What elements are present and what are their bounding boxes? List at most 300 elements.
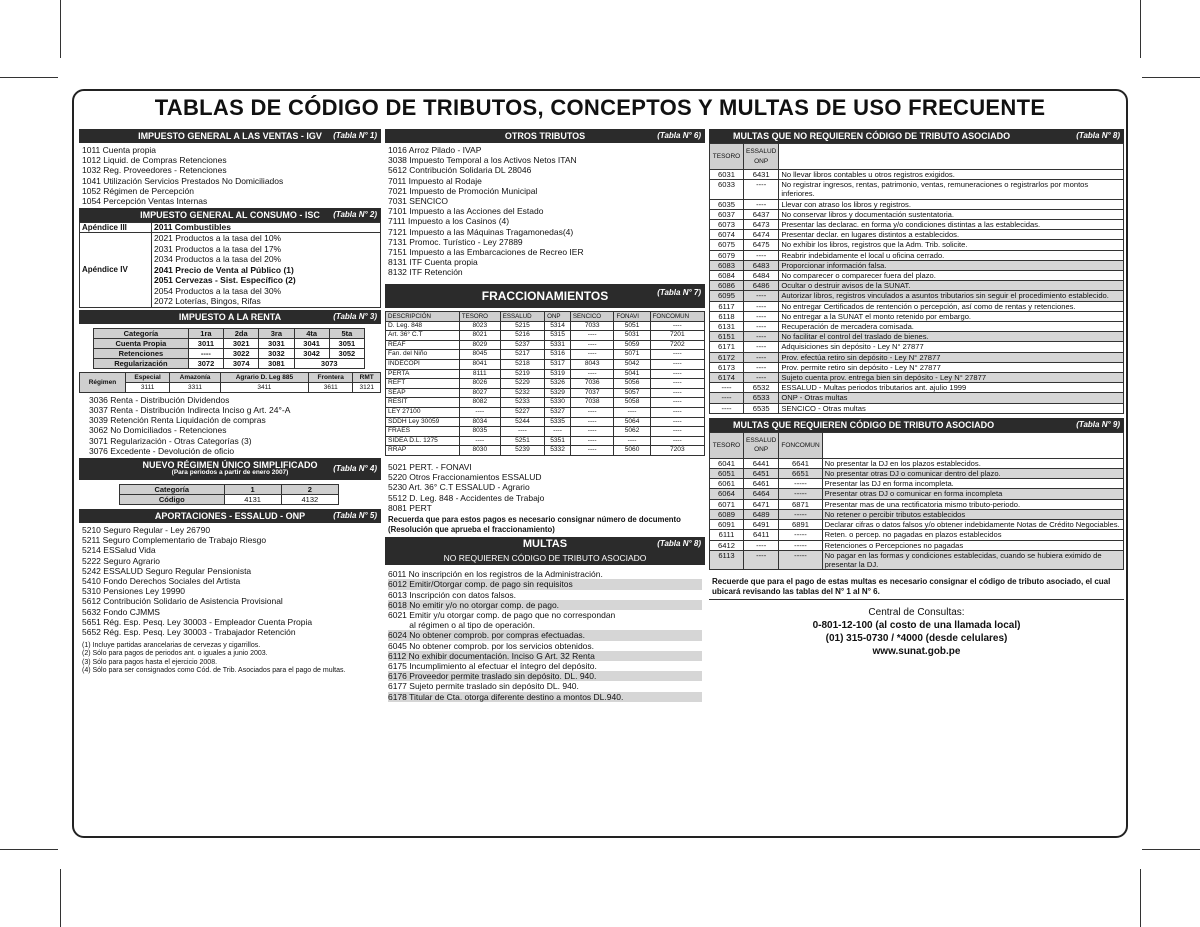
cell: 6891 xyxy=(779,520,822,530)
cell: ----- xyxy=(779,479,822,489)
cell: 5227 xyxy=(500,407,544,417)
cell: Retenciones xyxy=(94,348,189,358)
list-item: 6011 No inscripción en los registros de la Administración. xyxy=(388,569,603,580)
cell: 3411 xyxy=(220,382,308,392)
cell: Presentar mas de una rectificatoria mismo tributo-periodo. xyxy=(822,499,1123,509)
cell: 8111 xyxy=(459,369,500,379)
cell: 6464 xyxy=(744,489,779,499)
cell: ESSALUD ONP xyxy=(744,144,779,170)
table-row xyxy=(710,332,1124,342)
footnote: (1) Incluye partidas arancelarias de cervezas y cigarrillos. xyxy=(82,642,261,650)
mnr-section xyxy=(709,129,1124,414)
list-item: 5220 Otros Fraccionamientos ESSALUD xyxy=(388,472,542,483)
renta-list xyxy=(79,393,381,458)
isc-section xyxy=(79,208,381,308)
cell: ---- xyxy=(570,340,614,350)
list-item: 7031 SENCICO xyxy=(388,196,448,207)
table-row xyxy=(386,427,705,437)
cell: 8026 xyxy=(459,379,500,389)
cell: ---- xyxy=(710,393,744,403)
cell: 6411 xyxy=(744,530,779,540)
cell: 8045 xyxy=(459,350,500,360)
cell: ----- xyxy=(779,530,822,540)
cell: 5315 xyxy=(545,331,571,341)
cell: 3121 xyxy=(353,382,381,392)
cell: 5216 xyxy=(500,331,544,341)
table-row xyxy=(386,398,705,408)
cell: FONCOMUN xyxy=(650,311,704,321)
cell: 3081 xyxy=(259,358,294,368)
cell: SIDEA D.L. 1275 xyxy=(386,436,460,446)
isc-tag: (Tabla N° 2) xyxy=(333,210,377,220)
cell: 7203 xyxy=(650,446,704,456)
cell: No conservar libros y documentación sustentatoria. xyxy=(779,209,1124,219)
isc-ap3v: 2011 Combustibles xyxy=(152,223,381,233)
cell: 7036 xyxy=(570,379,614,389)
list-item: 5651 Rég. Esp. Pesq. Ley 30003 - Empleador Cuenta Propia xyxy=(82,616,313,627)
igv-title: IMPUESTO GENERAL A LAS VENTAS - IGV xyxy=(138,131,322,141)
cell: 5319 xyxy=(545,369,571,379)
column-right xyxy=(709,129,1124,832)
mnr-table xyxy=(709,143,1124,414)
cell: LEY 27100 xyxy=(386,407,460,417)
cell: 6412 xyxy=(710,540,744,550)
cell: 8041 xyxy=(459,360,500,370)
list-item: 7011 Impuesto al Rodaje xyxy=(388,175,482,186)
cell: ESSALUD xyxy=(500,311,544,321)
list-item: 3039 Retención Renta Liquidación de compras xyxy=(89,415,266,426)
list-item: 1011 Cuenta propia xyxy=(82,145,157,155)
list-item: 7111 Impuesto a los Casinos (4) xyxy=(388,216,510,227)
cell: 5329 xyxy=(545,388,571,398)
cell: 6074 xyxy=(710,230,744,240)
cell: 3021 xyxy=(224,338,259,348)
cell: Regularización xyxy=(94,358,189,368)
otros-list xyxy=(385,143,705,280)
cell: 5317 xyxy=(545,360,571,370)
cell: 3042 xyxy=(294,348,329,358)
fracc-header xyxy=(385,284,705,308)
isc-ap3: Apéndice III xyxy=(80,223,152,233)
fracc-section xyxy=(385,284,705,538)
cell: 6033 xyxy=(710,180,744,199)
cell: 3051 xyxy=(329,338,364,348)
renta-tag: (Tabla N° 3) xyxy=(333,311,377,321)
cell: ---- xyxy=(744,352,779,362)
mr-header xyxy=(709,418,1124,432)
cell xyxy=(822,432,1123,458)
list-item: 5612 Contribución Solidaria DL 28046 xyxy=(388,165,532,176)
cell: 5332 xyxy=(545,446,571,456)
cell: FONCOMUN xyxy=(779,432,822,458)
cell: Ocultar o destruir avisos de la SUNAT. xyxy=(779,281,1124,291)
cell: Prov. efectúa retiro sin depósito - Ley N° 27877 xyxy=(779,352,1124,362)
mnr-header xyxy=(709,129,1124,143)
cell: 3311 xyxy=(170,382,220,392)
cell: FONAVI xyxy=(614,311,650,321)
list-item: 5652 Rég. Esp. Pesq. Ley 30003 - Trabajador Retención xyxy=(82,626,296,637)
footnotes xyxy=(79,639,381,678)
cell: ---- xyxy=(744,322,779,332)
list-item: 8081 PERT xyxy=(388,502,432,513)
list-item: 5021 PERT. - FONAVI xyxy=(388,461,472,472)
cell: 5316 xyxy=(545,350,571,360)
cell: RESIT xyxy=(386,398,460,408)
cell: TESORO xyxy=(710,144,744,170)
table-header xyxy=(710,432,1124,458)
isc-ap4: Apéndice IV xyxy=(80,233,152,308)
list-item: 1054 Percepción Ventas Internas xyxy=(82,196,208,207)
cell: 5057 xyxy=(614,388,650,398)
table-row xyxy=(710,509,1124,519)
cell: 6483 xyxy=(744,260,779,270)
crop-mark xyxy=(60,869,61,927)
cell: Proporcionar información falsa. xyxy=(779,260,1124,270)
cell: 4ta xyxy=(294,328,329,338)
cell: SDDH Ley 30059 xyxy=(386,417,460,427)
table-row xyxy=(386,417,705,427)
cell: Especial xyxy=(125,372,169,382)
table-row xyxy=(710,550,1124,569)
cell: ---- xyxy=(650,321,704,331)
cell: 4131 xyxy=(224,494,281,504)
list-item: 6177 Sujeto permite traslado sin depósito DL. 940. xyxy=(388,681,579,692)
cell: Llevar con atraso los libros y registros. xyxy=(779,199,1124,209)
cell: ---- xyxy=(744,550,779,569)
cell: Presentar las DJ en forma incompleta. xyxy=(822,479,1123,489)
nrus-table xyxy=(119,484,339,505)
cell: ---- xyxy=(744,291,779,301)
cell: RMT xyxy=(353,372,381,382)
crop-mark xyxy=(0,849,58,850)
cell: ---- xyxy=(545,427,571,437)
cell: 5056 xyxy=(614,379,650,389)
cell: Adquisiciones sin depósito - Ley N° 27877 xyxy=(779,342,1124,352)
nrus-title: NUEVO RÉGIMEN ÚNICO SIMPLIFICADO xyxy=(142,459,318,470)
cell: ---- xyxy=(650,369,704,379)
table-row xyxy=(386,350,705,360)
aport-list xyxy=(79,523,381,639)
cell: 6474 xyxy=(744,230,779,240)
crop-mark xyxy=(1140,869,1141,927)
cell: D. Leg. 848 xyxy=(386,321,460,331)
cell: ---- xyxy=(650,407,704,417)
cell: 3074 xyxy=(224,358,259,368)
cell: 3022 xyxy=(224,348,259,358)
cell xyxy=(779,144,1124,170)
mr-table xyxy=(709,432,1124,570)
cell: ---- xyxy=(570,331,614,341)
cell: 5ta xyxy=(329,328,364,338)
cell: ---- xyxy=(570,436,614,446)
cell: 6086 xyxy=(710,281,744,291)
cell: ---- xyxy=(650,398,704,408)
table-row xyxy=(710,220,1124,230)
cell: 5071 xyxy=(614,350,650,360)
list-item: 6018 No emitir y/o no otorgar comp. de pago. xyxy=(388,600,702,610)
cell: 6461 xyxy=(744,479,779,489)
cell: 5244 xyxy=(500,417,544,427)
list-item: 7021 Impuesto de Promoción Municipal xyxy=(388,185,538,196)
cell: 5051 xyxy=(614,321,650,331)
crop-mark xyxy=(60,0,61,58)
fracc-list xyxy=(385,460,705,515)
cell: 3041 xyxy=(294,338,329,348)
cell: ---- xyxy=(650,417,704,427)
consult-phone: 0-801-12-100 (al costo de una llamada local) xyxy=(812,620,1021,632)
multas-tag: (Tabla N° 8) xyxy=(657,539,701,549)
table-header xyxy=(710,144,1124,170)
cell: ---- xyxy=(570,427,614,437)
cell: 6051 xyxy=(710,469,744,479)
cell: Sujeto cuenta prov. entrega bien sin depósito - Ley N° 27877 xyxy=(779,373,1124,383)
cell: 6491 xyxy=(744,520,779,530)
crop-mark xyxy=(0,77,58,78)
cell: 6084 xyxy=(710,271,744,281)
cell: 3011 xyxy=(188,338,223,348)
cell: 6091 xyxy=(710,520,744,530)
table-row xyxy=(710,469,1124,479)
table-row xyxy=(710,458,1124,468)
aport-section xyxy=(79,509,381,678)
aport-title: APORTACIONES - ESSALUD - ONP xyxy=(154,510,306,521)
otros-header xyxy=(385,129,705,143)
list-item: 1041 Utilización Servicios Prestados No Domiciliados xyxy=(82,175,284,186)
table-row xyxy=(710,271,1124,281)
cell: 3111 xyxy=(125,382,169,392)
cell: TESORO xyxy=(710,432,744,458)
table-row xyxy=(710,250,1124,260)
cell: ---- xyxy=(650,427,704,437)
cell: INDECOPI xyxy=(386,360,460,370)
isc-header xyxy=(79,208,381,222)
table-header xyxy=(386,311,705,321)
document-frame xyxy=(72,89,1128,838)
list-item: 1052 Régimen de Percepción xyxy=(82,185,194,196)
cell: 6441 xyxy=(744,458,779,468)
cell: REFT xyxy=(386,379,460,389)
cell: 3ra xyxy=(259,328,294,338)
cell: PERTA xyxy=(386,369,460,379)
table-row xyxy=(710,311,1124,321)
cell: 7202 xyxy=(650,340,704,350)
list-item: 5242 ESSALUD Seguro Regular Pensionista xyxy=(82,565,252,576)
cell: 5042 xyxy=(614,360,650,370)
table-row xyxy=(710,479,1124,489)
nrus-section xyxy=(79,458,381,505)
table-row xyxy=(710,209,1124,219)
cell: ---- xyxy=(459,407,500,417)
cell: 5314 xyxy=(545,321,571,331)
cell: ----- xyxy=(779,540,822,550)
cell: No exhibir los libros, registros que la Adm. Trib. solicite. xyxy=(779,240,1124,250)
cell: Agrario D. Leg 885 xyxy=(220,372,308,382)
cell: 8030 xyxy=(459,446,500,456)
cell: Régimen xyxy=(80,372,126,392)
cell: Código xyxy=(120,494,225,504)
cell: 7033 xyxy=(570,321,614,331)
cell: ---- xyxy=(744,301,779,311)
table-row xyxy=(710,291,1124,301)
table-row xyxy=(710,199,1124,209)
cell: ESSALUD ONP xyxy=(744,432,779,458)
cell: 6641 xyxy=(779,458,822,468)
cell: ONP xyxy=(545,311,571,321)
cell: Recuperación de mercadera comisada. xyxy=(779,322,1124,332)
consult-mobile: (01) 315-0730 / *4000 (desde celulares) xyxy=(825,633,1008,645)
list-item: 7131 Promoc. Turístico - Ley 27889 xyxy=(388,236,523,247)
cell: 6031 xyxy=(710,170,744,180)
cell: 6437 xyxy=(744,209,779,219)
cell: No pagar en las formas y condiciones establecidas, cuando se hubiera eximido de presentar la DJ. xyxy=(822,550,1123,569)
cell: ---- xyxy=(744,311,779,321)
list-item: 2041 Precio de Venta al Público (1) xyxy=(154,264,294,275)
multas-header xyxy=(385,537,705,551)
cell: 5251 xyxy=(500,436,544,446)
list-item: 2021 Productos a la tasa del 10% xyxy=(154,233,282,244)
cell: FRAES xyxy=(386,427,460,437)
list-item: 1012 Liquid. de Compras Retenciones xyxy=(82,155,227,166)
list-item: 5410 Fondo Derechos Sociales del Artista xyxy=(82,575,241,586)
cell: No presentar otras DJ o comunicar dentro del plazo. xyxy=(822,469,1123,479)
cell: 6471 xyxy=(744,499,779,509)
fracc-note: Recuerda que para estos pagos es necesario consignar número de documento (Resolución que aprueba el fraccionamiento) xyxy=(388,514,681,534)
cell: ---- xyxy=(614,436,650,446)
table-row xyxy=(710,301,1124,311)
isc-title: IMPUESTO GENERAL AL CONSUMO - ISC xyxy=(140,210,320,221)
cell: 5331 xyxy=(545,340,571,350)
cell: 6151 xyxy=(710,332,744,342)
cell: Categoría xyxy=(94,328,189,338)
cell: 6484 xyxy=(744,271,779,281)
cell: No llevar libros contables u otros registros exigidos. xyxy=(779,170,1124,180)
cell: TESORO xyxy=(459,311,500,321)
list-item: 5222 Seguro Agrario xyxy=(82,555,160,566)
cell: 2da xyxy=(224,328,259,338)
cell: SEAP xyxy=(386,388,460,398)
cell: 6473 xyxy=(744,220,779,230)
list-item: 6112 No exhibir documentación. Inciso G Art. 32 Renta xyxy=(388,651,702,661)
cell: Fan. del Niño xyxy=(386,350,460,360)
list-item: 5230 Art. 36° C.T ESSALUD - Agrario xyxy=(388,482,530,493)
cell: 5031 xyxy=(614,331,650,341)
crop-mark xyxy=(1142,77,1200,78)
multas-section xyxy=(385,537,705,704)
list-item: 8132 ITF Retención xyxy=(388,267,463,278)
list-item: 3071 Regularización - Otras Categorías (3) xyxy=(89,435,252,446)
fracc-body xyxy=(386,321,705,455)
cell: ---- xyxy=(744,199,779,209)
cell: ---- xyxy=(570,369,614,379)
list-item: 6175 Incumplimiento al efectuar el íntegro del depósito. xyxy=(388,660,597,671)
cell: 5327 xyxy=(545,407,571,417)
table-row xyxy=(710,230,1124,240)
table-row xyxy=(386,388,705,398)
cell: ---- xyxy=(500,427,544,437)
cell: Retenciones o Percepciones no pagadas xyxy=(822,540,1123,550)
cell: 6174 xyxy=(710,373,744,383)
cell: ---- xyxy=(744,250,779,260)
cell: ---- xyxy=(614,407,650,417)
cell: Reabrir indebidamente el local u oficina cerrado. xyxy=(779,250,1124,260)
list-item: 2031 Productos a la tasa del 17% xyxy=(154,243,282,254)
nrus-sub: (Para periodos a partir de enero 2007) xyxy=(171,468,289,476)
igv-list xyxy=(79,143,381,208)
cell: 6171 xyxy=(710,342,744,352)
cell: 6113 xyxy=(710,550,744,569)
cell: 3032 xyxy=(259,348,294,358)
cell: 3073 xyxy=(294,358,364,368)
cell: 5330 xyxy=(545,398,571,408)
crop-mark xyxy=(1140,0,1141,58)
list-item: 5512 D. Leg. 848 - Accidentes de Trabajo xyxy=(388,492,545,503)
cell: 6489 xyxy=(744,509,779,519)
cell: ---- xyxy=(744,180,779,199)
table-row xyxy=(710,489,1124,499)
table-row xyxy=(386,379,705,389)
cell: 5215 xyxy=(500,321,544,331)
cell: No retener o percibir tributos establecidos xyxy=(822,509,1123,519)
mr-title: MULTAS QUE REQUIEREN CÓDIGO DE TRIBUTO ASOCIADO xyxy=(733,419,995,430)
cell: ---- xyxy=(570,446,614,456)
list-item: 3076 Excedente - Devolución de oficio xyxy=(89,445,235,456)
cell: ---- xyxy=(744,342,779,352)
cell: 5058 xyxy=(614,398,650,408)
cell: ----- xyxy=(779,509,822,519)
multas-title: MULTAS xyxy=(522,538,568,551)
table-row xyxy=(386,321,705,331)
cell: Presentar otras DJ o comunicar en forma incompleta xyxy=(822,489,1123,499)
list-item: 6045 No obtener comprob. por los servicios obtenidos. xyxy=(388,640,595,651)
fracc-table xyxy=(385,311,705,456)
mr-section xyxy=(709,418,1124,658)
cell: 5326 xyxy=(545,379,571,389)
table-row xyxy=(386,446,705,456)
isc-table xyxy=(79,222,381,308)
cell: 6071 xyxy=(710,499,744,509)
otros-tag: (Tabla N° 6) xyxy=(657,131,701,140)
mr-note: Recuerde que para el pago de estas multas es necesario consignar el código de tributo asociado, el cual ubicará revisando las tablas del N° 1 al N° 6. xyxy=(712,577,1111,596)
cell: 6486 xyxy=(744,281,779,291)
table-row xyxy=(710,520,1124,530)
cell: 6037 xyxy=(710,209,744,219)
table-row xyxy=(710,383,1124,393)
column-left xyxy=(79,129,381,832)
cell: ----- xyxy=(779,489,822,499)
cell: ESSALUD - Multas periodos tributarios ant. ajulio 1999 xyxy=(779,383,1124,393)
list-item: 6012 Emitir/Otorgar comp. de pago sin requisitos xyxy=(388,579,702,589)
cell: 3611 xyxy=(309,382,353,392)
cell: ---- xyxy=(744,373,779,383)
cell: 6035 xyxy=(710,199,744,209)
renta-header xyxy=(79,310,381,324)
cell: Declarar cifras o datos falsos y/o obtener indebidamente Notas de Crédito Negociables. xyxy=(822,520,1123,530)
table-row xyxy=(710,362,1124,372)
cell: 7038 xyxy=(570,398,614,408)
cell: ---- xyxy=(650,388,704,398)
page-title: TABLAS DE CÓDIGO DE TRIBUTOS, CONCEPTOS Y MULTAS DE USO FRECUENTE xyxy=(154,95,1046,120)
list-item: 3038 Impuesto Temporal a los Activos Netos ITAN xyxy=(388,155,577,166)
cell: 3072 xyxy=(188,358,223,368)
consult-box xyxy=(709,599,1124,658)
cell: ---- xyxy=(570,350,614,360)
cell: SENCICO - Otras multas xyxy=(779,403,1124,413)
cell: 3031 xyxy=(259,338,294,348)
cell: ---- xyxy=(570,417,614,427)
cell: ---- xyxy=(744,540,779,550)
cell: 6451 xyxy=(744,469,779,479)
cell: 6431 xyxy=(744,170,779,180)
